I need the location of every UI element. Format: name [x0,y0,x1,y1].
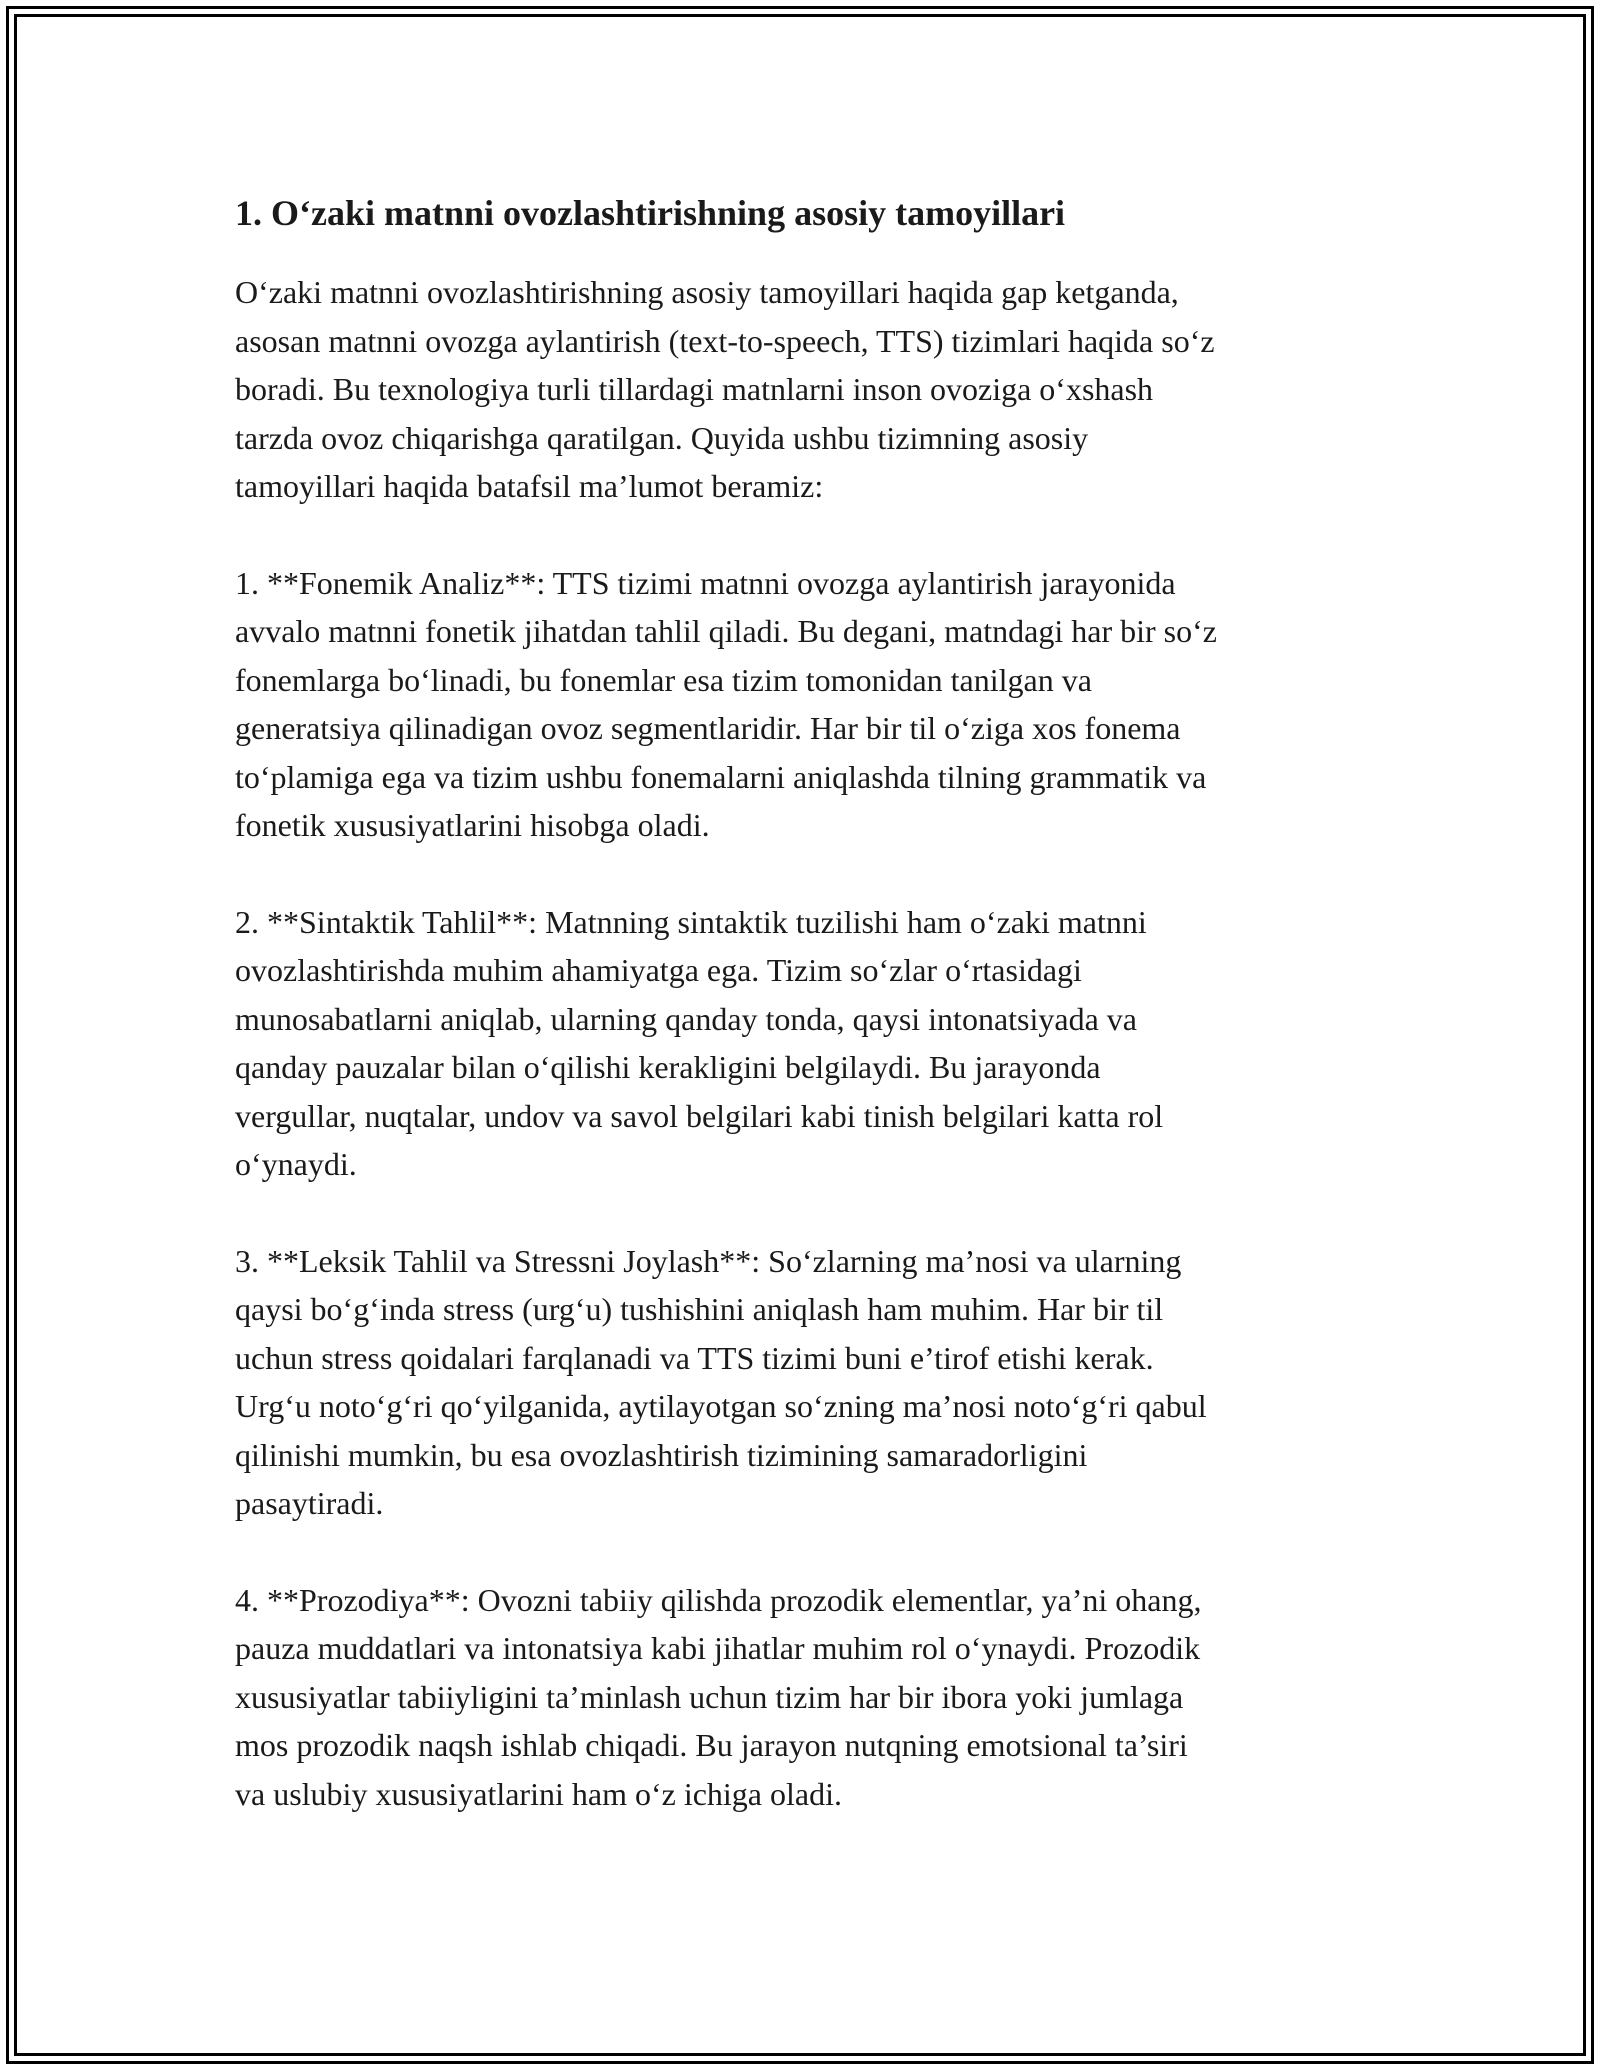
paragraph-sintaktik-tahlil: 2. **Sintaktik Tahlil**: Matnning sintaktik tuzilishi ham o‘zaki matnni ovozlashtirishda muhim ahamiyatga ega. Tizim so‘zlar o‘rtasidagi munosabatlarni aniqlab, ularning qanday tonda, qaysi intonatsiyada va qanday pauzalar bilan o‘qilishi kerakligini belgilaydi. Bu jarayonda vergullar, nuqtalar, undov va savol belgilari kabi tinish belgilari katta rol o‘ynaydi. [235,903,1164,1182]
paragraph-fonemik-analiz: 1. **Fonemik Analiz**: TTS tizimi matnni ovozga aylantirish jarayonida avvalo matnni fonetik jihatdan tahlil qiladi. Bu degani, matndagi har bir so‘z fonemlarga bo‘linadi, bu fonemlar esa tizim tomonidan tanilgan va generatsiya qilinadigan ovoz segmentlaridir. Har bir til o‘ziga xos fonema to‘plamiga ega va tizim ushbu fonemalarni aniqlashda tilning grammatik va fonetik xususiyatlarini hisobga oladi. [235,564,1217,843]
document-body [235,188,1365,1866]
section-heading: 1. O‘zaki matnni ovozlashtirishning asosiy tamoyillari [235,193,1066,233]
paragraph-leksik-tahlil: 3. **Leksik Tahlil va Stressni Joylash**: So‘zlarning ma’nosi va ularning qaysi bo‘g‘inda stress (urg‘u) tushishini aniqlash ham muhim. Har bir til uchun stress qoidalari farqlanadi va TTS tizimi buni e’tirof etishi kerak. Urg‘u noto‘g‘ri qo‘yilganida, aytilayotgan so‘zning ma’nosi noto‘g‘ri qabul qilinishi mumkin, bu esa ovozlashtirish tizimining samaradorligini pasaytiradi. [235,1242,1207,1521]
intro-paragraph: O‘zaki matnni ovozlashtirishning asosiy tamoyillari haqida gap ketganda, asosan matnni ovozga aylantirish (text-to-speech, TTS) tizimlari haqida so‘z boradi. Bu texnologiya turli tillardagi matnlarni inson ovoziga o‘xshash tarzda ovoz chiqarishga qaratilgan. Quyida ushbu tizimning asosiy tamoyillari haqida batafsil ma’lumot beramiz: [235,274,1215,504]
paragraph-prozodiya: 4. **Prozodiya**: Ovozni tabiiy qilishda prozodik elementlar, ya’ni ohang, pauza muddatlari va intonatsiya kabi jihatlar muhim rol o‘ynaydi. Prozodik xususiyatlar tabiiyligini ta’minlash uchun tizim har bir ibora yoki jumlaga mos prozodik naqsh ishlab chiqadi. Bu jarayon nutqning emotsional ta’siri va uslubiy xususiyatlarini ham o‘z ichiga oladi. [235,1581,1202,1812]
